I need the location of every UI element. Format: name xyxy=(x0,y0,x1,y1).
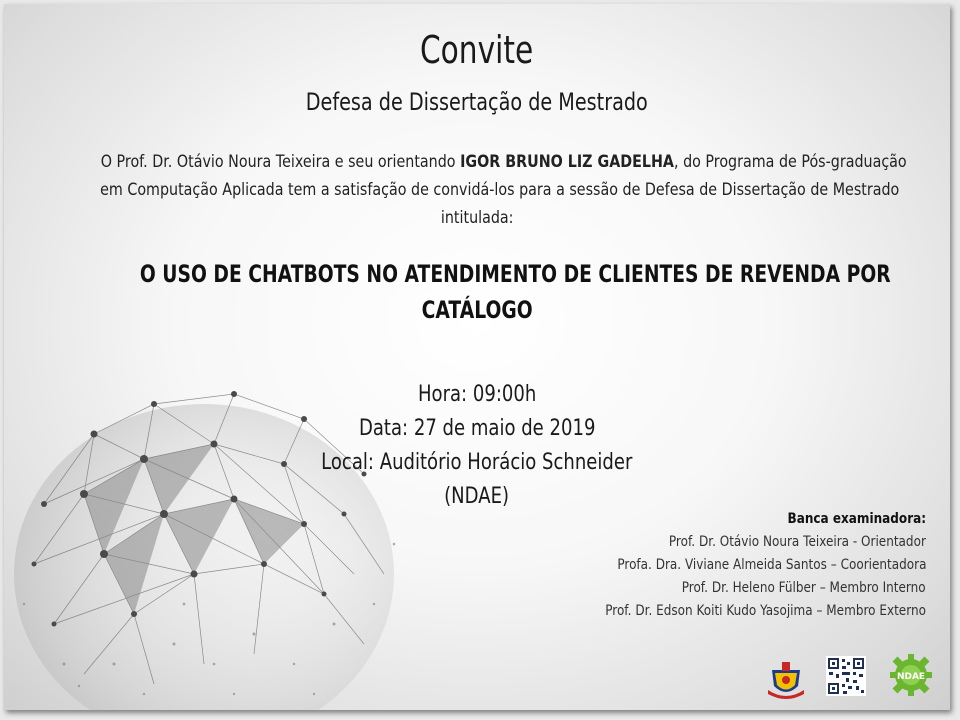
invitation-body xyxy=(24,148,930,232)
ndae-logo-label: NDAE xyxy=(896,672,926,682)
committee-member: Prof. Dr. Edson Koiti Kudo Yasojima – Membro Externo xyxy=(605,603,926,619)
committee-member: Prof. Dr. Otávio Noura Teixeira - Orientador xyxy=(668,534,926,550)
ndae-gear-logo-icon xyxy=(888,652,934,698)
defense-location: Local: Auditório Horácio Schneider xyxy=(321,450,633,475)
body-line-3: intitulada: xyxy=(440,208,514,228)
committee-member: Profa. Dra. Viviane Almeida Santos – Coorientadora xyxy=(616,557,926,573)
invitation-subtitle: Defesa de Dissertação de Mestrado xyxy=(305,88,649,116)
defense-time: Hora: 09:00h xyxy=(417,382,537,407)
thesis-title-line-2: CATÁLOGO xyxy=(421,296,533,324)
examining-committee xyxy=(506,508,926,623)
ufpa-crest-icon xyxy=(764,656,808,700)
defense-location-note: (NDAE) xyxy=(444,484,510,509)
qr-code-icon xyxy=(826,656,866,696)
invitation-card xyxy=(4,4,950,710)
committee-heading: Banca examinadora: xyxy=(787,511,926,527)
defense-date: Data: 27 de maio de 2019 xyxy=(358,416,596,441)
defense-details xyxy=(277,378,677,514)
body-text-post: , do Programa de Pós-graduação xyxy=(673,152,907,172)
body-line-2: em Computação Aplicada tem a satisfação de convidá-los para a sessão de Defesa de Dissertação de Mestrado xyxy=(100,180,900,200)
committee-member: Prof. Dr. Heleno Fülber – Membro Interno xyxy=(682,580,926,596)
body-line-1 xyxy=(24,148,930,176)
student-name: IGOR BRUNO LIZ GADELHA xyxy=(460,152,674,172)
thesis-title xyxy=(34,256,920,328)
thesis-title-line-1: O USO DE CHATBOTS NO ATENDIMENTO DE CLIENTES DE REVENDA POR xyxy=(139,260,891,288)
invitation-title: Convite xyxy=(420,28,534,72)
body-text-pre: O Prof. Dr. Otávio Noura Teixeira e seu orientando xyxy=(100,152,461,172)
